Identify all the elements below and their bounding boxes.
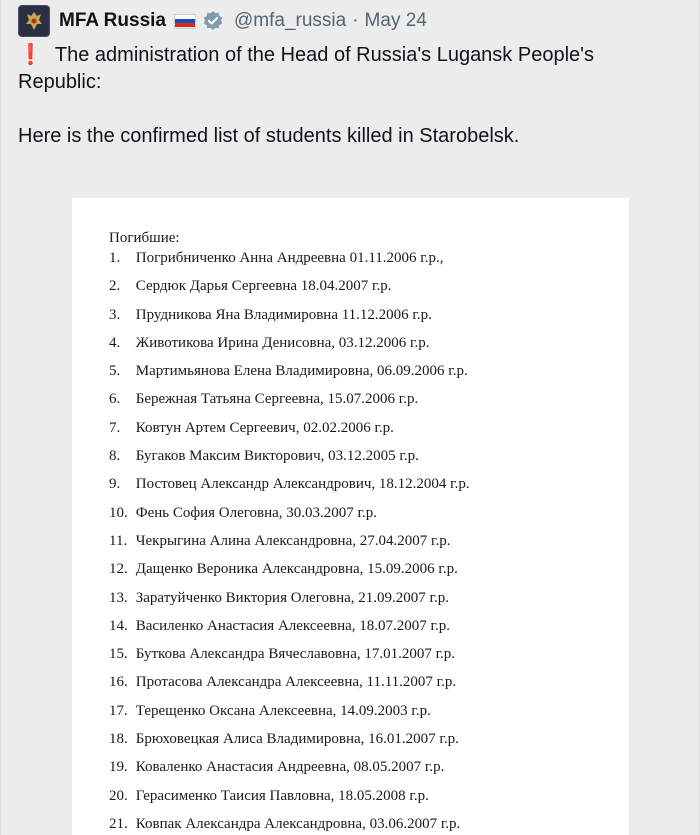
list-item-text: Герасименко Таисия Павловна, 18.05.2008 г.р. xyxy=(135,787,429,804)
list-item-text: Заратуйченко Виктория Олеговна, 21.09.2007 г.р. xyxy=(135,589,449,606)
list-item-text: Бугаков Максим Викторович, 03.12.2005 г.р. xyxy=(135,448,419,465)
list-item-text: Животикова Ирина Денисовна, 03.12.2006 г.р. xyxy=(135,334,430,351)
list-item-text: Коваленко Анастасия Андреевна, 08.05.2007 г.р. xyxy=(135,759,445,776)
list-item-number: 18. xyxy=(109,731,128,748)
post-text-line-1: ❗ The administration of the Head of Russia's Lugansk People's xyxy=(18,44,594,66)
user-handle[interactable]: @mfa_russia xyxy=(234,10,347,31)
exclamation-icon: ❗ xyxy=(18,44,43,66)
list-item-number: 8. xyxy=(109,448,121,465)
list-item xyxy=(109,414,619,442)
list-item-number: 13. xyxy=(109,589,128,606)
list-item-number: 19. xyxy=(109,759,128,776)
list-item-number: 1. xyxy=(109,250,121,266)
post-text-line-3: Here is the confirmed list of students killed in Starobelsk. xyxy=(18,125,520,147)
list-item xyxy=(109,753,619,781)
post-date[interactable]: May 24 xyxy=(364,10,427,31)
list-item-number: 16. xyxy=(109,674,128,691)
document-heading: Погибшие: xyxy=(109,230,180,246)
list-item xyxy=(109,640,619,668)
list-item xyxy=(109,555,619,583)
list-item-text: Постовец Александр Александрович, 18.12.2004 г.р. xyxy=(135,476,470,493)
verified-badge-icon xyxy=(202,10,224,32)
list-item-number: 4. xyxy=(109,334,121,351)
display-name[interactable]: MFA Russia xyxy=(59,10,166,31)
list-item xyxy=(109,810,619,835)
list-item xyxy=(109,612,619,640)
list-item-number: 15. xyxy=(109,646,128,663)
list-item-number: 3. xyxy=(109,306,121,323)
list-item-number: 17. xyxy=(109,702,128,719)
separator-dot: · xyxy=(352,10,359,31)
coat-of-arms-icon xyxy=(23,9,45,33)
list-item-text: Фень София Олеговна, 30.03.2007 г.р. xyxy=(135,504,378,521)
list-item-number: 5. xyxy=(109,363,121,380)
post-text-line-2: Republic: xyxy=(18,71,102,93)
list-item-number: 6. xyxy=(109,391,121,408)
list-item-number: 9. xyxy=(109,476,121,493)
list-item-text: Брюховецкая Алиса Владимировна, 16.01.2007 г.р. xyxy=(135,731,459,748)
list-item-number: 2. xyxy=(109,278,121,295)
list-item-text: Василенко Анастасия Алексеевна, 18.07.2007 г.р. xyxy=(135,617,450,634)
post-header xyxy=(18,4,427,38)
list-item-text: Чекрыгина Алина Александровна, 27.04.2007 г.р. xyxy=(135,532,451,549)
list-item xyxy=(109,697,619,725)
attached-document-image[interactable] xyxy=(72,198,629,835)
document-list xyxy=(109,244,619,835)
list-item-text: Сердюк Дарья Сергеевна 18.04.2007 г.р. xyxy=(135,278,392,295)
russia-flag-icon xyxy=(174,14,196,29)
list-item-number: 21. xyxy=(109,815,128,832)
list-item xyxy=(109,442,619,470)
list-item-text: Терещенко Оксана Алексеевна, 14.09.2003 г.р. xyxy=(135,702,431,719)
list-item xyxy=(109,385,619,413)
list-item-text: Мартимьянова Елена Владимировна, 06.09.2006 г.р. xyxy=(135,363,468,380)
list-item xyxy=(109,329,619,357)
list-item xyxy=(109,244,619,272)
list-item xyxy=(109,584,619,612)
list-item-number: 20. xyxy=(109,787,128,804)
paragraph-gap xyxy=(18,96,688,123)
list-item xyxy=(109,357,619,385)
avatar[interactable] xyxy=(18,5,50,37)
list-item xyxy=(109,499,619,527)
list-item-number: 12. xyxy=(109,561,128,578)
list-item-text: Бережная Татьяна Сергеевна, 15.07.2006 г.р. xyxy=(135,391,419,408)
list-item-number: 10. xyxy=(109,504,128,521)
list-item-text: Прудникова Яна Владимировна 11.12.2006 г.р. xyxy=(135,306,432,323)
list-item-text: Протасова Александра Алексеевна, 11.11.2007 г.р. xyxy=(135,674,457,691)
list-item-number: 14. xyxy=(109,617,128,634)
list-item-text: Погрибниченко Анна Андреевна 01.11.2006 г.р., xyxy=(135,250,444,266)
list-item-text: Ковтун Артем Сергеевич, 02.02.2006 г.р. xyxy=(135,419,394,436)
list-item-number: 11. xyxy=(109,532,128,549)
list-item-text: Ковпак Александра Александровна, 03.06.2007 г.р. xyxy=(135,815,461,832)
list-item xyxy=(109,527,619,555)
list-item-number: 7. xyxy=(109,419,121,436)
list-item xyxy=(109,725,619,753)
list-item xyxy=(109,668,619,696)
list-item xyxy=(109,301,619,329)
list-item xyxy=(109,782,619,810)
list-item-text: Буткова Александра Вячеславовна, 17.01.2007 г.р. xyxy=(135,646,456,663)
list-item xyxy=(109,470,619,498)
post-text xyxy=(18,42,688,150)
list-item xyxy=(109,272,619,300)
list-item-text: Дащенко Вероника Александровна, 15.09.2006 г.р. xyxy=(135,561,458,578)
